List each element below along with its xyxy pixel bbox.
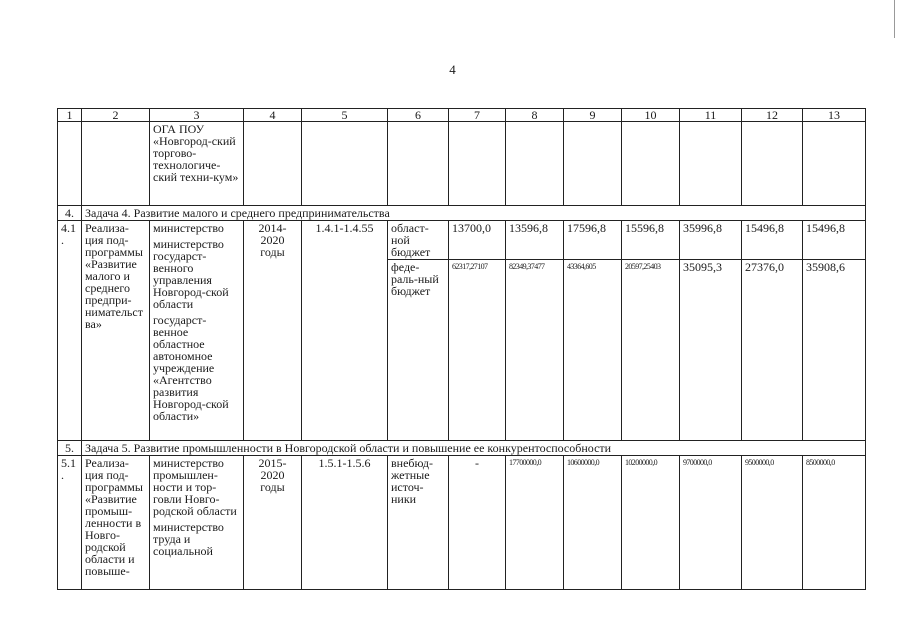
executor-text: министерство промышлен-ности и тор-говли Новго-родской области <box>153 456 237 518</box>
executors-cell <box>150 221 244 441</box>
value-cell: 10600000,0 <box>564 456 622 590</box>
value-cell <box>622 221 680 441</box>
executor-text: министерство государст-венного управления Новгород-ской области <box>153 237 229 311</box>
task-title: Задача 5. Развитие промышленности в Новгородской области и повышение ее конкурентоспособности <box>82 441 866 456</box>
table-row <box>58 122 866 206</box>
task-row <box>58 441 866 456</box>
scan-edge-mark <box>894 0 895 38</box>
value-cell: 17700000,0 <box>506 456 564 590</box>
col-header: 1 <box>58 109 82 122</box>
targets-cell: 1.4.1-1.4.55 <box>302 221 388 441</box>
task-number: 4. <box>58 206 82 221</box>
source-cell <box>388 221 449 441</box>
col-header: 6 <box>388 109 449 122</box>
value-text: 20597,25403 <box>625 262 661 271</box>
col-header: 11 <box>680 109 742 122</box>
table-row <box>58 221 866 441</box>
value-cell: 9500000,0 <box>742 456 803 590</box>
source-text: област-ной бюджет <box>388 221 448 260</box>
targets-cell: 1.5.1-1.5.6 <box>302 456 388 590</box>
task-number: 5. <box>58 441 82 456</box>
value-cell <box>506 221 564 441</box>
col-header: 8 <box>506 109 564 122</box>
source-text: феде-раль-ный бюджет <box>391 260 439 298</box>
value-cell <box>742 221 803 441</box>
executor-text: министерство <box>153 221 224 235</box>
col-header: 12 <box>742 109 803 122</box>
executor-text: государст-венное областное автономное учреждение «Агентство развития Новгород-ской области» <box>153 313 229 423</box>
col-header: 4 <box>244 109 302 122</box>
executor-text: министерство труда и социальной <box>153 520 224 558</box>
value-text: 43364,605 <box>567 262 596 271</box>
page-number: 4 <box>449 62 456 77</box>
activity-name: Реализа-ция под-программы «Развитие малого и среднего предпри-нимательства» <box>82 221 150 441</box>
value-text: 13700,0 <box>449 221 505 260</box>
value-text: 17596,8 <box>564 221 621 260</box>
value-cell: 8500000,0 <box>803 456 866 590</box>
col-header: 5 <box>302 109 388 122</box>
col-header: 3 <box>150 109 244 122</box>
col-header: 10 <box>622 109 680 122</box>
row-number: 5.1. <box>58 456 82 590</box>
value-text: 15496,8 <box>742 221 802 260</box>
activity-name: Реализа-ция под-программы «Развитие промыш-ленности в Новго-родской области и повыше- <box>82 456 150 590</box>
value-text: 62317,27107 <box>452 262 488 271</box>
col-header: 2 <box>82 109 150 122</box>
value-text: 27376,0 <box>745 260 784 274</box>
value-text: 35996,8 <box>680 221 741 260</box>
column-number-row <box>58 109 866 122</box>
col-header: 13 <box>803 109 866 122</box>
value-text: 15596,8 <box>622 221 679 260</box>
value-cell: - <box>449 456 506 590</box>
row-number: 4.1. <box>58 221 82 441</box>
value-cell <box>680 221 742 441</box>
col-header: 7 <box>449 109 506 122</box>
value-text: 13596,8 <box>506 221 563 260</box>
value-cell <box>449 221 506 441</box>
budget-table <box>57 108 866 590</box>
period-cell: 2014-2020 годы <box>244 221 302 441</box>
task-row <box>58 206 866 221</box>
executors-cell <box>150 456 244 590</box>
source-cell: внебюд-жетные источ-ники <box>388 456 449 590</box>
value-text: 35095,3 <box>683 260 722 274</box>
executor-cell: ОГА ПОУ «Новгород-ский торгово-технологиче-ский техни-кум» <box>150 122 244 206</box>
task-title: Задача 4. Развитие малого и среднего предпринимательства <box>82 206 866 221</box>
value-cell: 10200000,0 <box>622 456 680 590</box>
value-cell <box>564 221 622 441</box>
value-cell: 9700000,0 <box>680 456 742 590</box>
table-row <box>58 456 866 590</box>
value-text: 35908,6 <box>806 260 845 274</box>
value-text: 82349,37477 <box>509 262 545 271</box>
period-cell: 2015-2020 годы <box>244 456 302 590</box>
value-text: 15496,8 <box>803 221 865 260</box>
col-header: 9 <box>564 109 622 122</box>
value-cell <box>803 221 866 441</box>
